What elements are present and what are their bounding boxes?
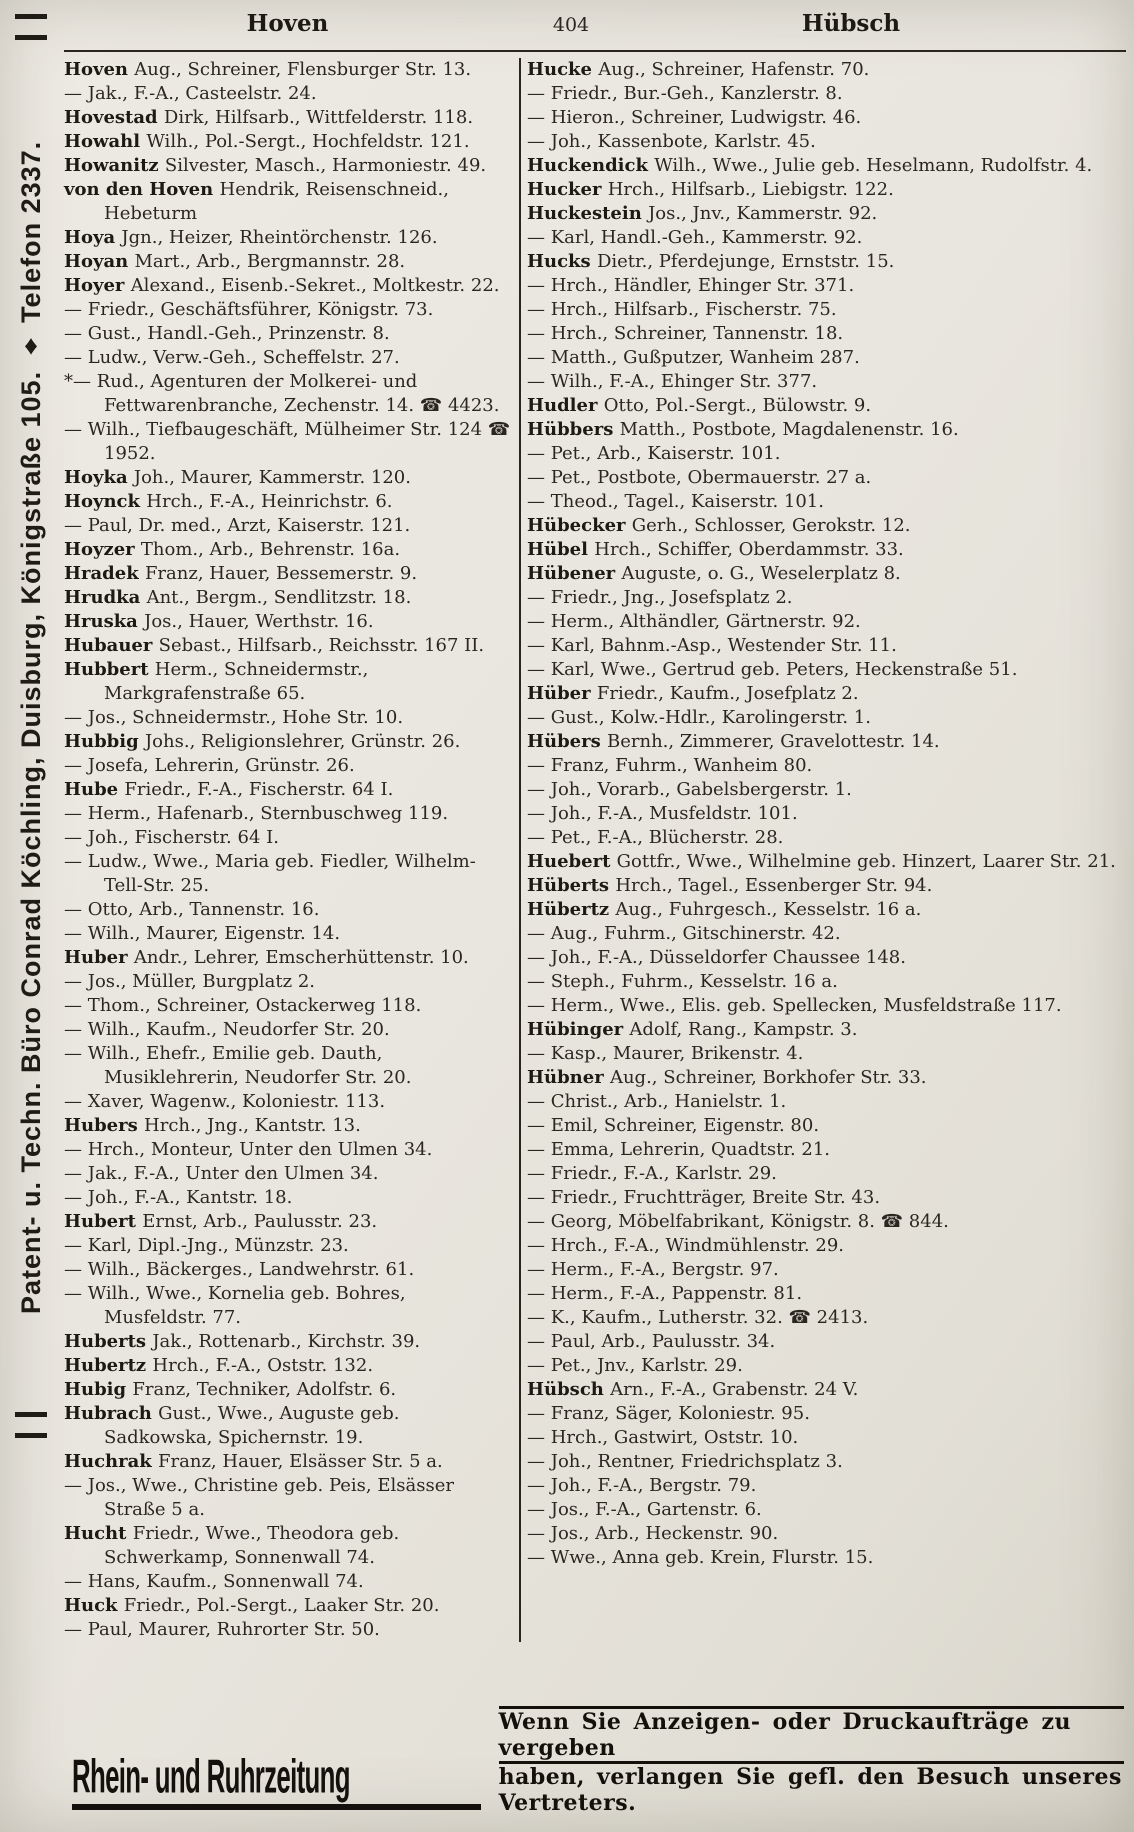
directory-entry: — Hrch., F.-A., Windmühlenstr. 29. (527, 1235, 844, 1256)
directory-entry: — Jos., Müller, Burgplatz 2. (64, 971, 316, 992)
sidebar-ad (0, 12, 62, 1442)
entry-surname: Hoyan (64, 251, 135, 272)
entry-surname: Huck (64, 1595, 124, 1616)
directory-entry: — Hrch., Monteur, Unter den Ulmen 34. (64, 1139, 433, 1160)
entry-surname: Huber (64, 947, 134, 968)
entry-surname: Hubrach (64, 1403, 159, 1424)
directory-entry: Howanitz Silvester, Masch., Harmoniestr. 49. (64, 155, 487, 176)
directory-entry: — Hrch., Hilfsarb., Fischerstr. 75. (527, 299, 837, 320)
directory-entry: — Wilh., Kaufm., Neudorfer Str. 20. (64, 1019, 390, 1040)
directory-entry: Hovestad Dirk, Hilfsarb., Wittfelderstr. 118. (64, 107, 474, 128)
directory-entry: — Theod., Tagel., Kaiserstr. 101. (527, 491, 824, 512)
entry-surname: Hoynck (64, 491, 147, 512)
directory-entry: — Wilh., Maurer, Eigenstr. 14. (64, 923, 341, 944)
directory-entry: — Joh., F.-A., Bergstr. 79. (527, 1475, 757, 1496)
directory-entry: — Emil, Schreiner, Eigenstr. 80. (527, 1115, 820, 1136)
directory-entry: — Hrch., Schreiner, Tannenstr. 18. (527, 323, 844, 344)
directory-entry: — Joh., F.-A., Musfeldstr. 101. (527, 803, 798, 824)
entry-surname: Hübbers (527, 419, 620, 440)
entry-surname: Huchrak (64, 1451, 159, 1472)
sidebar-bottom-rule-icon (15, 1412, 47, 1438)
directory-entry: — Paul, Dr. med., Arzt, Kaiserstr. 121. (64, 515, 411, 536)
directory-entry: — Hans, Kaufm., Sonnenwall 74. (64, 1571, 364, 1592)
directory-entry: Hübsch Arn., F.-A., Grabenstr. 24 V. (527, 1379, 859, 1400)
directory-entry: — Xaver, Wagenw., Koloniestr. 113. (64, 1091, 386, 1112)
directory-entry: Hübertz Aug., Fuhrgesch., Kesselstr. 16 a. (527, 899, 922, 920)
entry-surname: Hübers (527, 731, 608, 752)
directory-entry: — Joh., Fischerstr. 64 I. (64, 827, 279, 848)
directory-entry: Hübers Bernh., Zimmerer, Gravelottestr. 14. (527, 731, 940, 752)
directory-entry: Hoynck Hrch., F.-A., Heinrichstr. 6. (64, 491, 393, 512)
directory-entry: Huckestein Jos., Jnv., Kammerstr. 92. (527, 203, 878, 224)
page-header (64, 10, 1126, 50)
entry-surname: Hradek (64, 563, 145, 584)
directory-entry: — Josefa, Lehrerin, Grünstr. 26. (64, 755, 355, 776)
entry-surname: Hubbig (64, 731, 145, 752)
entry-surname: Hubers (64, 1115, 145, 1136)
directory-entry: — Hrch., Gastwirt, Oststr. 10. (527, 1427, 799, 1448)
directory-entry: — Herm., F.-A., Pappenstr. 81. (527, 1283, 803, 1304)
entry-surname: Hubbert (64, 659, 155, 680)
entry-surname: Hrudka (64, 587, 147, 608)
page-content (64, 10, 1126, 1642)
directory-entry: — Georg, Möbelfabrikant, Königstr. 8. ☎ 844. (527, 1211, 949, 1232)
directory-entry: Hubert Ernst, Arb., Paulusstr. 23. (64, 1211, 378, 1232)
directory-entry: Hucker Hrch., Hilfsarb., Liebigstr. 122. (527, 179, 894, 200)
directory-entry: Huber Andr., Lehrer, Emscherhüttenstr. 10. (64, 947, 469, 968)
directory-entry: — K., Kaufm., Lutherstr. 32. ☎ 2413. (527, 1307, 869, 1328)
directory-entry: — Wilh., Ehefr., Emilie geb. Dauth, Musiklehrerin, Neudorfer Str. 20. (64, 1043, 412, 1088)
directory-entry: — Steph., Fuhrm., Kesselstr. 16 a. (527, 971, 838, 992)
entry-surname: Hoyka (64, 467, 134, 488)
footer-ad-line1: Wenn Sie Anzeigen- oder Druckaufträge zu vergeben (499, 1709, 1124, 1764)
directory-entry: — Pet., Postbote, Obermauerstr. 27 a. (527, 467, 872, 488)
entry-surname: Hoya (64, 227, 122, 248)
directory-entry: — Friedr., Fruchtträger, Breite Str. 43. (527, 1187, 881, 1208)
directory-entry: — Aug., Fuhrm., Gitschinerstr. 42. (527, 923, 841, 944)
directory-entry: Huchrak Franz, Hauer, Elsässer Str. 5 a. (64, 1451, 443, 1472)
entry-surname: Howahl (64, 131, 147, 152)
entry-surname: Huebert (527, 851, 617, 872)
directory-entry: Hübecker Gerh., Schlosser, Gerokstr. 12. (527, 515, 911, 536)
directory-entry: Hübner Aug., Schreiner, Borkhofer Str. 33. (527, 1067, 927, 1088)
directory-entry: Hucht Friedr., Wwe., Theodora geb. Schwerkamp, Sonnenwall 74. (64, 1523, 400, 1568)
directory-entry: — Jos., Schneidermstr., Hohe Str. 10. (64, 707, 404, 728)
header-keyword-right: Hübsch (801, 10, 901, 37)
entry-surname: Hübinger (527, 1019, 630, 1040)
entry-surname: Hoyer (64, 275, 131, 296)
directory-entry: Hubertz Hrch., F.-A., Oststr. 132. (64, 1355, 374, 1376)
directory-entry: *— Rud., Agenturen der Molkerei- und Fettwarenbranche, Zechenstr. 14. ☎ 4423. (64, 371, 500, 416)
entry-surname: Hubig (64, 1379, 133, 1400)
entry-surname: Hübel (527, 539, 595, 560)
directory-entry: Hüber Friedr., Kaufm., Josefplatz 2. (527, 683, 859, 704)
entry-surname: Howanitz (64, 155, 165, 176)
directory-entry: — Jos., Wwe., Christine geb. Peis, Elsässer Straße 5 a. (64, 1475, 454, 1520)
directory-entry: Hübener Auguste, o. G., Weselerplatz 8. (527, 563, 901, 584)
directory-entry: Huckendick Wilh., Wwe., Julie geb. Heselmann, Rudolfstr. 4. (527, 155, 1093, 176)
directory-entry: — Karl, Wwe., Gertrud geb. Peters, Heckenstraße 51. (527, 659, 1018, 680)
directory-entry: Hubrach Gust., Wwe., Auguste geb. Sadkowska, Spichernstr. 19. (64, 1403, 400, 1448)
directory-entry: — Wilh., Wwe., Kornelia geb. Bohres, Musfeldstr. 77. (64, 1283, 406, 1328)
directory-entry: Huck Friedr., Pol.-Sergt., Laaker Str. 20. (64, 1595, 440, 1616)
entry-surname: Hruska (64, 611, 145, 632)
column-divider (519, 58, 521, 1642)
directory-entry: Hubig Franz, Techniker, Adolfstr. 6. (64, 1379, 397, 1400)
directory-entry: Hoyzer Thom., Arb., Behrenstr. 16a. (64, 539, 401, 560)
entry-surname: Hucht (64, 1523, 133, 1544)
directory-entry: — Friedr., Geschäftsführer, Königstr. 73. (64, 299, 434, 320)
entry-surname: Huberts (64, 1331, 153, 1352)
directory-entry: — Friedr., F.-A., Karlstr. 29. (527, 1163, 777, 1184)
directory-entry: — Wwe., Anna geb. Krein, Flurstr. 15. (527, 1547, 874, 1568)
directory-entry: — Joh., Vorarb., Gabelsbergerstr. 1. (527, 779, 852, 800)
directory-entry: Hubauer Sebast., Hilfsarb., Reichsstr. 167 II. (64, 635, 485, 656)
directory-entry: — Herm., Althändler, Gärtnerstr. 92. (527, 611, 861, 632)
entry-surname: Hubertz (64, 1355, 153, 1376)
directory-entry: Hradek Franz, Hauer, Bessemerstr. 9. (64, 563, 418, 584)
column-right (527, 58, 1126, 1642)
directory-entry: — Pet., Arb., Kaiserstr. 101. (527, 443, 781, 464)
directory-entry: — Karl, Handl.-Geh., Kammerstr. 92. (527, 227, 863, 248)
directory-entry: — Hrch., Händler, Ehinger Str. 371. (527, 275, 855, 296)
entry-surname: Hubauer (64, 635, 159, 656)
directory-entry: — Herm., Wwe., Elis. geb. Spellecken, Musfeldstraße 117. (527, 995, 1062, 1016)
directory-entry: — Gust., Kolw.-Hdlr., Karolingerstr. 1. (527, 707, 871, 728)
newspaper-brand-text: Rhein- und Ruhrzeitung (72, 1751, 350, 1804)
directory-entry: — Pet., Jnv., Karlstr. 29. (527, 1355, 743, 1376)
entry-surname: Hübsch (527, 1379, 611, 1400)
entry-surname: Hucks (527, 251, 597, 272)
directory-entry: Hrudka Ant., Bergm., Sendlitzstr. 18. (64, 587, 412, 608)
directory-entry: — Joh., Kassenbote, Karlstr. 45. (527, 131, 816, 152)
directory-entry: — Herm., Hafenarb., Sternbuschweg 119. (64, 803, 449, 824)
newspaper-brand (72, 1706, 481, 1810)
directory-columns (64, 58, 1126, 1642)
entry-surname: Huckestein (527, 203, 649, 224)
entry-surname: von den Hoven (64, 179, 220, 200)
directory-entry: — Wilh., Bäckerges., Landwehrstr. 61. (64, 1259, 415, 1280)
entry-surname: Hoven (64, 59, 135, 80)
footer-ad-line2: haben, verlangen Sie gefl. den Besuch unseres Vertreters. (498, 1764, 1122, 1816)
directory-entry: — Gust., Handl.-Geh., Prinzenstr. 8. (64, 323, 390, 344)
entry-surname: Hübener (527, 563, 622, 584)
directory-entry: — Franz, Säger, Koloniestr. 95. (527, 1403, 810, 1424)
directory-entry: Hoven Aug., Schreiner, Flensburger Str. 13. (64, 59, 472, 80)
directory-entry: — Paul, Maurer, Ruhrorter Str. 50. (64, 1619, 380, 1640)
directory-entry: — Karl, Bahnm.-Asp., Westender Str. 11. (527, 635, 897, 656)
entry-surname: Hüber (527, 683, 597, 704)
directory-entry: Hruska Jos., Hauer, Werthstr. 16. (64, 611, 374, 632)
directory-entry: — Jos., Arb., Heckenstr. 90. (527, 1523, 779, 1544)
directory-entry: — Otto, Arb., Tannenstr. 16. (64, 899, 320, 920)
directory-entry: — Friedr., Bur.-Geh., Kanzlerstr. 8. (527, 83, 843, 104)
entry-surname: Hoyzer (64, 539, 141, 560)
entry-surname: Hübner (527, 1067, 610, 1088)
directory-entry: — Joh., F.-A., Kantstr. 18. (64, 1187, 293, 1208)
entry-surname: Hucke (527, 59, 599, 80)
directory-entry: — Herm., F.-A., Bergstr. 97. (527, 1259, 779, 1280)
header-rule (64, 50, 1126, 52)
directory-entry: — Wilh., Tiefbaugeschäft, Mülheimer Str. 124 ☎ 1952. (64, 419, 511, 464)
directory-entry: — Jak., F.-A., Casteelstr. 24. (64, 83, 317, 104)
directory-entry: Hubers Hrch., Jng., Kantstr. 13. (64, 1115, 361, 1136)
directory-entry: Hucks Dietr., Pferdejunge, Ernststr. 15. (527, 251, 895, 272)
directory-entry: — Ludw., Wwe., Maria geb. Fiedler, Wilhelm-Tell-Str. 25. (64, 851, 476, 896)
directory-entry: — Franz, Fuhrm., Wanheim 80. (527, 755, 813, 776)
directory-entry: — Kasp., Maurer, Brikenstr. 4. (527, 1043, 804, 1064)
directory-entry: — Christ., Arb., Hanielstr. 1. (527, 1091, 787, 1112)
directory-entry: — Jos., F.-A., Gartenstr. 6. (527, 1499, 762, 1520)
directory-entry: — Joh., F.-A., Düsseldorfer Chaussee 148. (527, 947, 906, 968)
sidebar-ad-text: Patent- u. Techn. Büro Conrad Köchling, Duisburg, Königstraße 105. ♦ Telefon 2337. (15, 140, 46, 1314)
page-number: 404 (552, 14, 590, 36)
directory-entry: — Jak., F.-A., Unter den Ulmen 34. (64, 1163, 379, 1184)
directory-entry: Hoyka Joh., Maurer, Kammerstr. 120. (64, 467, 411, 488)
directory-entry: Hucke Aug., Schreiner, Hafenstr. 70. (527, 59, 870, 80)
entry-surname: Huckendick (527, 155, 655, 176)
entry-surname: Hubert (64, 1211, 143, 1232)
directory-entry: — Paul, Arb., Paulusstr. 34. (527, 1331, 776, 1352)
entry-surname: Hübertz (527, 899, 616, 920)
directory-entry: Hubbert Herm., Schneidermstr., Markgrafenstraße 65. (64, 659, 369, 704)
directory-entry: — Wilh., F.-A., Ehinger Str. 377. (527, 371, 818, 392)
directory-entry: — Karl, Dipl.-Jng., Münzstr. 23. (64, 1235, 349, 1256)
entry-surname: Hübecker (527, 515, 632, 536)
directory-entry: Hoyer Alexand., Eisenb.-Sekret., Moltkestr. 22. (64, 275, 500, 296)
directory-entry: — Emma, Lehrerin, Quadtstr. 21. (527, 1139, 831, 1160)
directory-entry: Huberts Jak., Rottenarb., Kirchstr. 39. (64, 1331, 421, 1352)
entry-surname: Hucker (527, 179, 608, 200)
directory-entry: Hübbers Matth., Postbote, Magdalenenstr. 16. (527, 419, 959, 440)
header-keyword-left: Hoven (246, 10, 329, 37)
directory-entry: — Joh., Rentner, Friedrichsplatz 3. (527, 1451, 843, 1472)
sidebar-top-rule-icon (15, 14, 47, 40)
directory-entry: — Thom., Schreiner, Ostackerweg 118. (64, 995, 422, 1016)
footer-ad-textblock (498, 1706, 1124, 1816)
directory-entry: Hoyan Mart., Arb., Bergmannstr. 28. (64, 251, 406, 272)
directory-entry: Howahl Wilh., Pol.-Sergt., Hochfeldstr. 121. (64, 131, 470, 152)
directory-entry: Hübinger Adolf, Rang., Kampstr. 3. (527, 1019, 858, 1040)
directory-entry: Huebert Gottfr., Wwe., Wilhelmine geb. Hinzert, Laarer Str. 21. (527, 851, 1116, 872)
directory-entry: Hübel Hrch., Schiffer, Oberdammstr. 33. (527, 539, 904, 560)
entry-surname: Hudler (527, 395, 604, 416)
directory-entry: — Pet., F.-A., Blücherstr. 28. (527, 827, 784, 848)
directory-entry: — Hieron., Schreiner, Ludwigstr. 46. (527, 107, 862, 128)
footer-ad (72, 1706, 1124, 1816)
directory-entry: Hüberts Hrch., Tagel., Essenberger Str. 94. (527, 875, 933, 896)
directory-entry: — Matth., Gußputzer, Wanheim 287. (527, 347, 860, 368)
directory-entry: — Friedr., Jng., Josefsplatz 2. (527, 587, 793, 608)
entry-surname: Hovestad (64, 107, 164, 128)
directory-entry: Hubbig Johs., Religionslehrer, Grünstr. 26. (64, 731, 461, 752)
directory-entry: — Ludw., Verw.-Geh., Scheffelstr. 27. (64, 347, 400, 368)
entry-surname: Hube (64, 779, 125, 800)
directory-entry: Hoya Jgn., Heizer, Rheintörchenstr. 126. (64, 227, 438, 248)
directory-entry: Hube Friedr., F.-A., Fischerstr. 64 I. (64, 779, 394, 800)
directory-entry: von den Hoven Hendrik, Reisenschneid., Hebeturm (64, 179, 449, 224)
directory-entry: Hudler Otto, Pol.-Sergt., Bülowstr. 9. (527, 395, 872, 416)
column-left (64, 58, 511, 1642)
entry-surname: Hüberts (527, 875, 616, 896)
